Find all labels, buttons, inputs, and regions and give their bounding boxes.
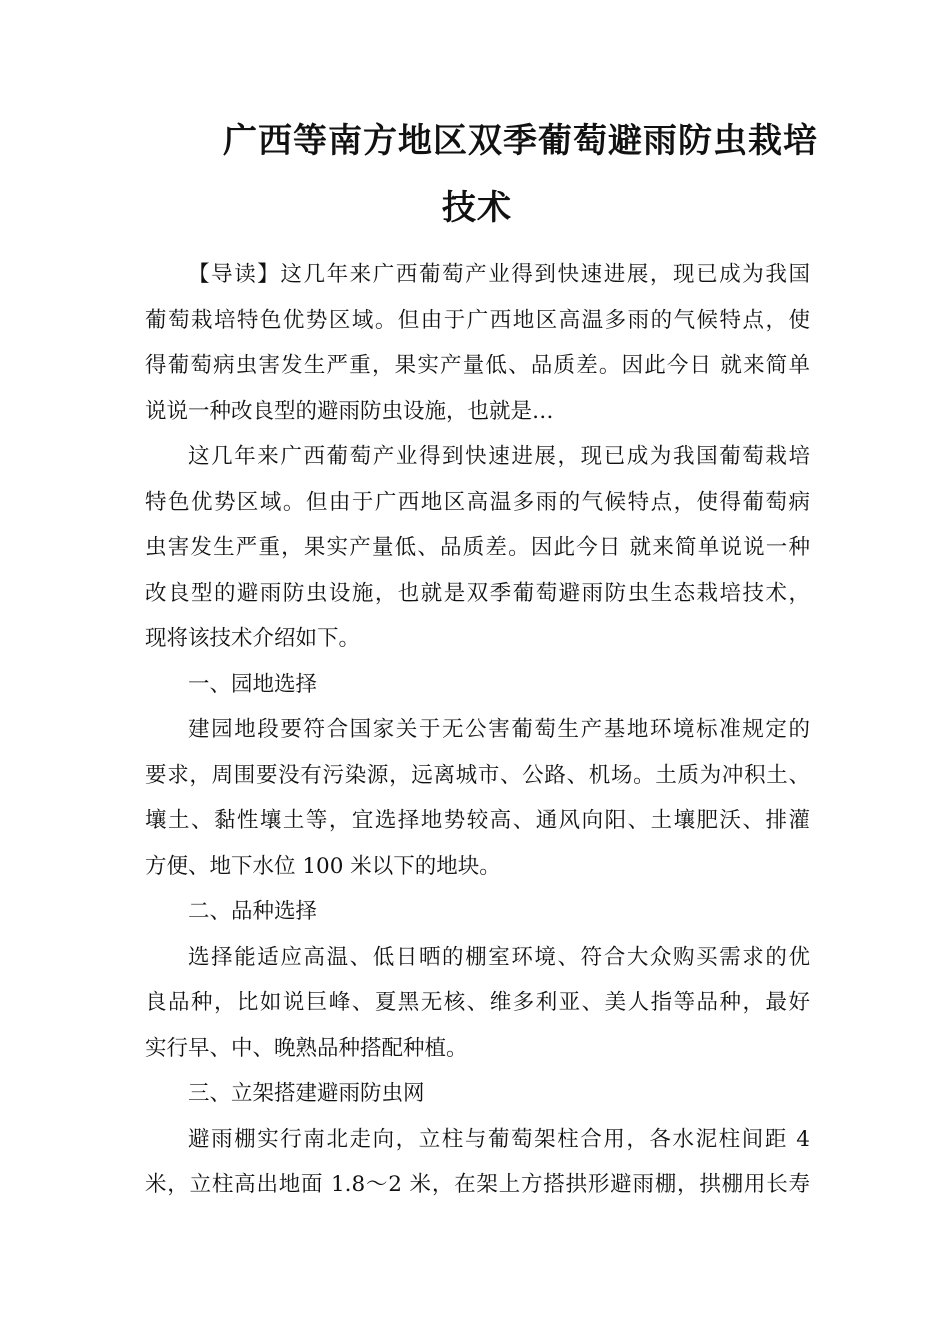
- paragraph-line: 良品种，比如说巨峰、夏黑无核、维多利亚、美人指等品种，最好: [145, 990, 810, 1015]
- paragraph-line: 特色优势区域。但由于广西地区高温多雨的气候特点，使得葡萄病: [145, 489, 810, 515]
- section-heading-1: 一、园地选择: [188, 671, 318, 697]
- paragraph-line: 建园地段要符合国家关于无公害葡萄生产基地环境标准规定的: [188, 717, 810, 742]
- section-heading-2: 二、品种选择: [188, 899, 318, 924]
- section-heading-3: 三、立架搭建避雨防虫网: [188, 1081, 425, 1106]
- document-title-line-2: 技术: [442, 188, 512, 228]
- intro-line-1: 【导读】这几年来广西葡萄产业得到快速进展，现已成为我国: [188, 262, 810, 287]
- document-title-line-1: 广西等南方地区双季葡萄避雨防虫栽培: [223, 121, 818, 161]
- paragraph-line: 方便、地下水位 100 米以下的地块。: [145, 853, 501, 879]
- paragraph-line: 避雨棚实行南北走向，立柱与葡萄架柱合用，各水泥柱间距 4: [188, 1126, 810, 1152]
- paragraph-line: 现将该技术介绍如下。: [145, 626, 361, 651]
- paragraph-line: 米，立柱高出地面 1.8～2 米，在架上方搭拱形避雨棚，拱棚用长寿: [145, 1172, 810, 1197]
- paragraph-line: 虫害发生严重，果实产量低、品质差。因此今日 就来简单说说一种: [145, 535, 810, 560]
- paragraph-line: 选择能适应高温、低日晒的棚室环境、符合大众购买需求的优: [188, 944, 810, 970]
- paragraph-line: 改良型的避雨防虫设施，也就是双季葡萄避雨防虫生态栽培技术，: [145, 580, 810, 606]
- intro-line-3: 得葡萄病虫害发生严重，果实产量低、品质差。因此今日 就来简单: [145, 353, 810, 378]
- document-body: [145, 252, 810, 1208]
- paragraph-line: 实行早、中、晚熟品种搭配种植。: [145, 1035, 468, 1061]
- paragraph-line: 要求，周围要没有污染源，远离城市、公路、机场。土质为冲积土、: [145, 762, 810, 788]
- paragraph-line: 这几年来广西葡萄产业得到快速进展，现已成为我国葡萄栽培: [188, 444, 810, 469]
- intro-line-2: 葡萄栽培特色优势区域。但由于广西地区高温多雨的气候特点，使: [145, 307, 810, 333]
- intro-line-4: 说说一种改良型的避雨防虫设施，也就是…: [145, 398, 554, 424]
- paragraph-line: 壤土、黏性壤土等，宜选择地势较高、通风向阳、土壤肥沃、排灌: [145, 808, 810, 833]
